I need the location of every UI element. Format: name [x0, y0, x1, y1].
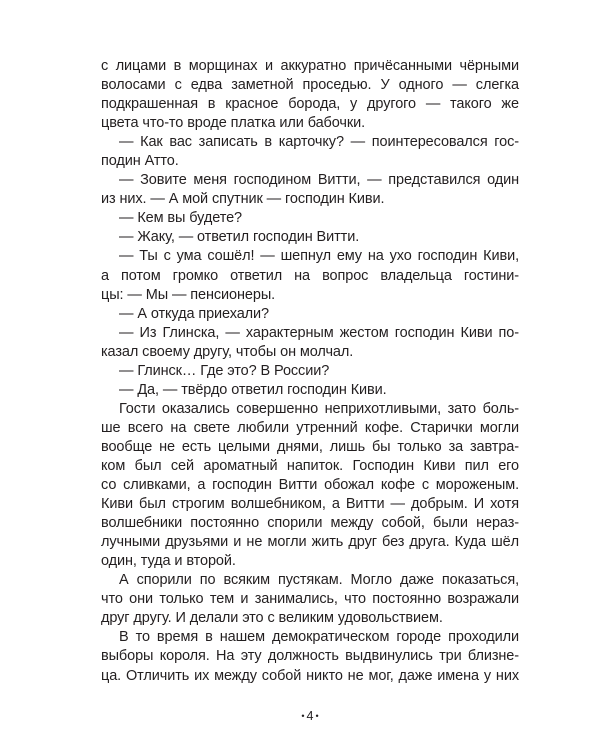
text-line: лучными друзьями и не могли жить друг без друга. Куда шёл [101, 534, 519, 551]
paragraph [101, 133, 519, 171]
text-line: — Ты с ума сошёл! — шепнул ему на ухо господин Киви, [119, 248, 519, 265]
text-line: волшебники постоянно спорили между собой, были нераз- [101, 515, 519, 532]
text-line: вообще не есть целыми днями, лишь бы только за завтра- [101, 438, 519, 455]
paragraph [101, 362, 519, 381]
text-line: со сливками, а господин Витти обожал кофе с мороженым. [101, 477, 519, 494]
text-line: Гости оказались совершенно неприхотливыми, зато боль- [119, 400, 519, 417]
paragraph [101, 228, 519, 247]
paragraph [101, 628, 519, 685]
paragraph [101, 400, 519, 571]
text-line: В то время в нашем демократическом городе проходили [119, 629, 519, 646]
text-line: — Из Глинска, — характерным жестом господин Киви по- [119, 324, 519, 341]
paragraph [101, 57, 519, 133]
text-line: выборы короля. На эту должность выдвинулись три близне- [101, 648, 519, 665]
paragraph [101, 305, 519, 324]
text-line: один, туда и второй. [101, 553, 236, 570]
text-line: с лицами в морщинах и аккуратно причёсанными чёрными [101, 58, 519, 74]
paragraph [101, 381, 519, 400]
text-line: — Да, — твёрдо ответил господин Киви. [119, 381, 387, 398]
text-line: — А откуда приехали? [119, 305, 269, 322]
page-text [101, 57, 519, 686]
text-line: подин Атто. [101, 153, 179, 170]
paragraph [101, 247, 519, 304]
paragraph [101, 209, 519, 228]
text-line: ше всего на свете любили утренний кофе. Старички могли [101, 419, 519, 436]
text-line: — Глинск… Где это? В России? [119, 362, 330, 379]
text-line: волосами с едва заметной проседью. У одного — слегка [101, 77, 519, 94]
text-line: ком был сей ароматный напиток. Господин Киви пил его [101, 457, 519, 474]
text-line: что они только тем и занимались, что постоянно возражали [101, 591, 519, 608]
paragraph [101, 571, 519, 628]
text-line: казал своему другу, чтобы он молчал. [101, 343, 354, 360]
text-line: ца. Отличить их между собой никто не мог, даже имена у них [101, 667, 519, 684]
text-line: — Как вас записать в карточку? — поинтересовался гос- [119, 134, 519, 151]
paragraph [101, 171, 519, 209]
text-line: цы: — Мы — пенсионеры. [101, 286, 276, 303]
text-line: Киви был строгим волшебником, а Витти — добрым. И хотя [101, 496, 519, 513]
paragraph [101, 324, 519, 362]
text-line: друг другу. И делали это с великим удовольствием. [101, 610, 443, 627]
text-line: подкрашенная в красное борода, у другого — такого же [101, 96, 519, 113]
page-number [101, 708, 519, 724]
text-line: а потом громко ответил на вопрос владельца гостини- [101, 267, 519, 284]
text-line: из них. — А мой спутник — господин Киви. [101, 191, 385, 208]
text-line: цвета что-то вроде платка или бабочки. [101, 115, 366, 132]
text-line: А спорили по всяким пустякам. Могло даже показаться, [119, 572, 519, 589]
text-line: — Зовите меня господином Витти, — представился один [119, 172, 519, 189]
text-line: — Кем вы будете? [119, 210, 242, 227]
text-line: — Жаку, — ответил господин Витти. [119, 229, 360, 246]
page-number-value: • 4 • [301, 709, 318, 723]
